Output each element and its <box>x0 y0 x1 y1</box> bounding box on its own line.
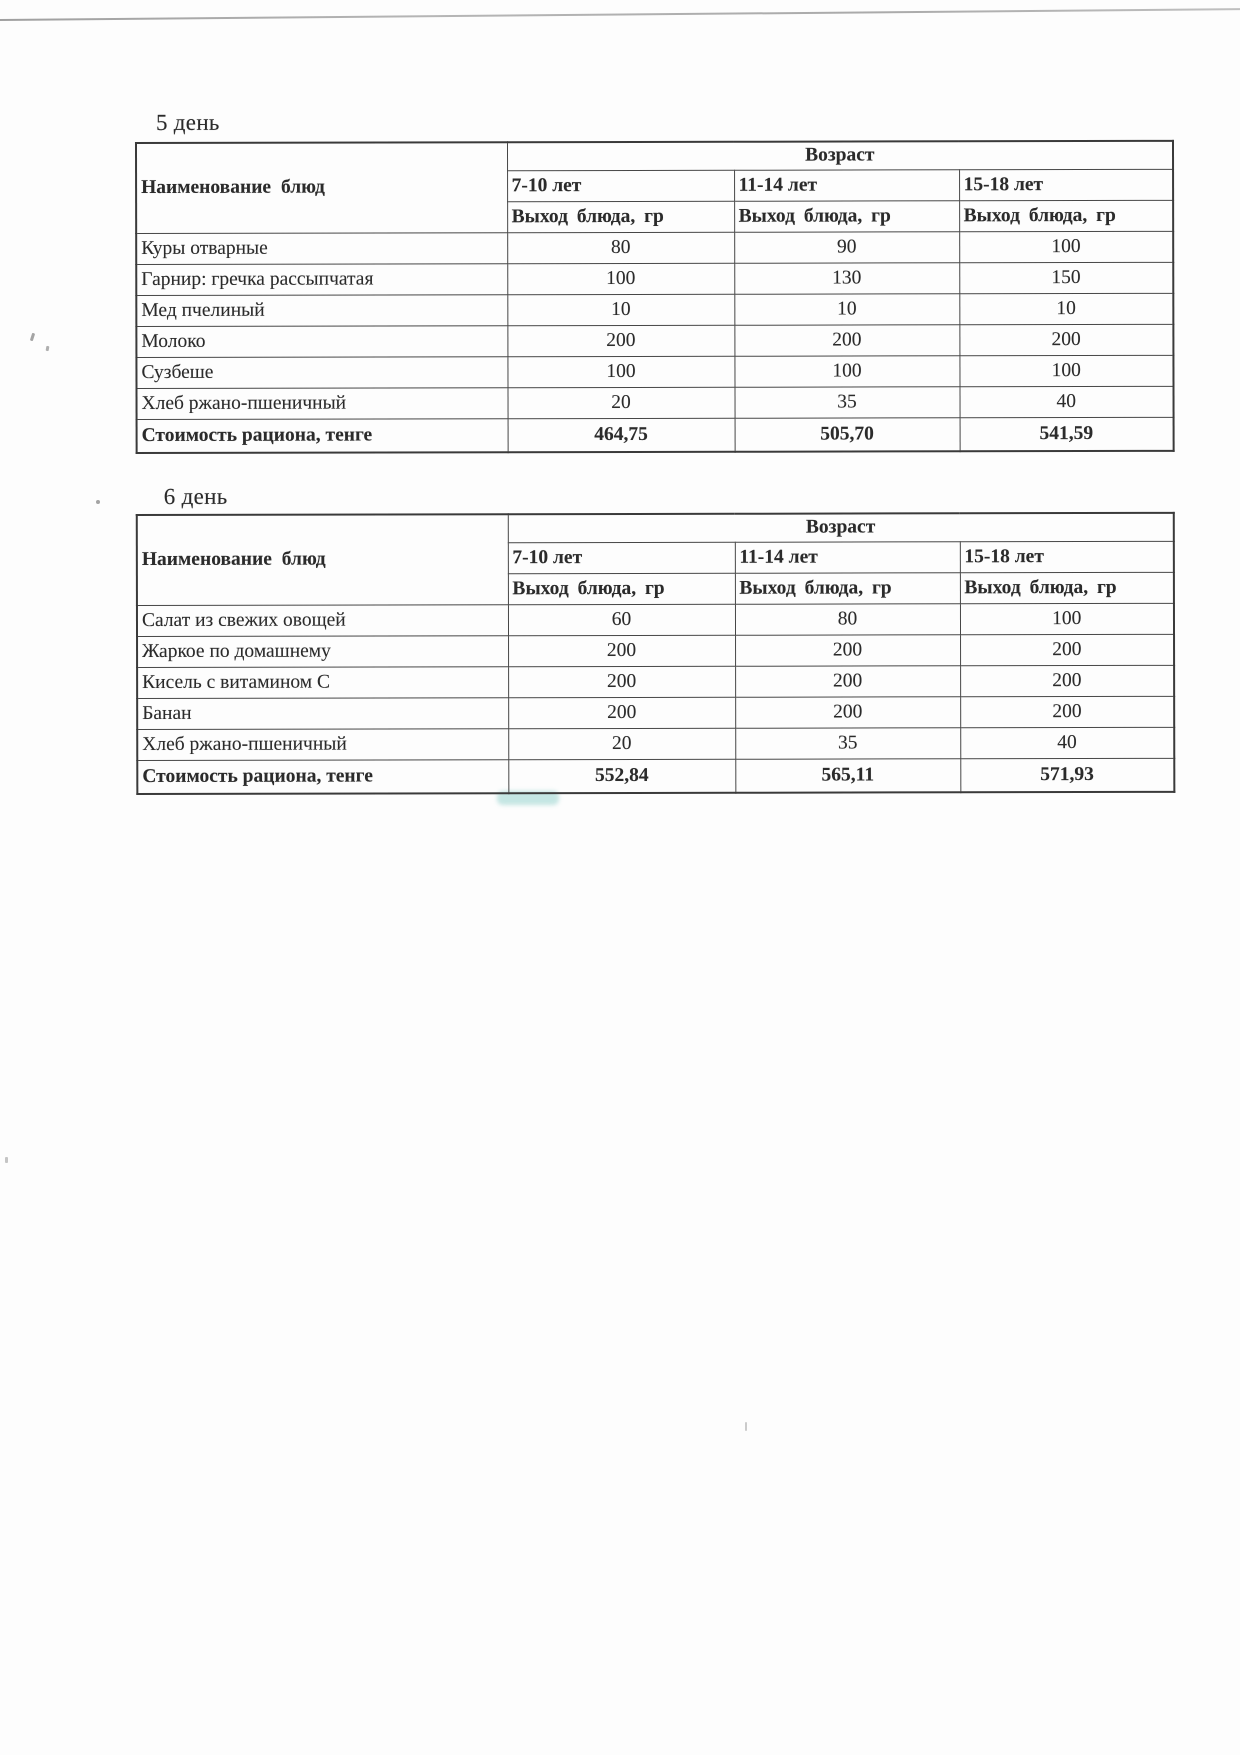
age-title-cell: Возраст <box>507 141 1173 171</box>
age-group-cell: 15-18 лет <box>960 541 1174 572</box>
portion-value-cell: 10 <box>734 294 959 325</box>
portion-value-cell: 130 <box>734 263 959 294</box>
total-value-cell: 541,59 <box>960 417 1174 451</box>
total-value-cell: 552,84 <box>508 759 735 793</box>
table-row <box>136 386 1173 419</box>
output-header-cell: Выход блюда, гр <box>507 201 734 232</box>
age-group-cell: 15-18 лет <box>959 169 1173 200</box>
dish-name-cell: Хлеб ржано-пшеничный <box>136 388 507 420</box>
table-row <box>136 355 1173 388</box>
table-row <box>137 665 1174 698</box>
total-value-cell: 505,70 <box>735 418 960 452</box>
table-total-row <box>137 758 1174 794</box>
portion-value-cell: 100 <box>959 355 1173 386</box>
table-row <box>136 231 1173 264</box>
portion-value-cell: 100 <box>507 356 734 387</box>
pencil-dot-artifact <box>5 1157 8 1163</box>
portion-value-cell: 40 <box>960 727 1174 758</box>
day5-title: 5 день <box>155 109 220 135</box>
portion-value-cell: 35 <box>735 728 960 759</box>
pencil-mark-artifact <box>745 1422 747 1431</box>
age-group-cell: 7-10 лет <box>508 542 735 573</box>
table-row <box>137 513 1174 544</box>
table-row <box>137 603 1174 636</box>
name-column-header: Наименование блюд <box>136 142 507 233</box>
age-group-cell: 7-10 лет <box>507 170 734 201</box>
portion-value-cell: 10 <box>507 294 734 325</box>
day5-menu-table <box>135 140 1175 454</box>
portion-value-cell: 200 <box>508 635 735 666</box>
total-label-cell: Стоимость рациона, тенге <box>137 419 508 453</box>
table-row <box>137 634 1174 667</box>
dish-name-cell: Гарнир: гречка рассыпчатая <box>136 264 507 296</box>
portion-value-cell: 90 <box>734 232 959 263</box>
portion-value-cell: 40 <box>959 386 1173 417</box>
dish-name-cell: Хлеб ржано-пшеничный <box>137 729 508 761</box>
day6-menu-table <box>136 512 1176 795</box>
total-value-cell: 571,93 <box>960 758 1174 792</box>
portion-value-cell: 200 <box>959 324 1173 355</box>
portion-value-cell: 200 <box>734 325 959 356</box>
dish-name-cell: Банан <box>137 698 508 730</box>
portion-value-cell: 200 <box>960 665 1174 696</box>
age-group-cell: 11-14 лет <box>734 170 959 201</box>
table-row <box>136 324 1173 357</box>
portion-value-cell: 200 <box>735 666 960 697</box>
dish-name-cell: Куры отварные <box>136 233 507 265</box>
dish-name-cell: Молоко <box>136 326 507 358</box>
table-row <box>136 141 1173 172</box>
dish-name-cell: Сузбеше <box>136 357 507 389</box>
portion-value-cell: 200 <box>508 666 735 697</box>
portion-value-cell: 200 <box>960 634 1174 665</box>
output-header-cell: Выход блюда, гр <box>735 573 960 604</box>
table-row <box>137 696 1174 729</box>
portion-value-cell: 100 <box>507 263 734 294</box>
table-row <box>136 293 1173 326</box>
portion-value-cell: 200 <box>960 696 1174 727</box>
table-total-row <box>137 417 1174 453</box>
portion-value-cell: 35 <box>734 387 959 418</box>
output-header-cell: Выход блюда, гр <box>960 572 1174 603</box>
name-column-header: Наименование блюд <box>137 514 508 605</box>
portion-value-cell: 20 <box>507 387 734 418</box>
portion-value-cell: 200 <box>735 697 960 728</box>
portion-value-cell: 200 <box>735 635 960 666</box>
portion-value-cell: 200 <box>507 325 734 356</box>
table-row <box>136 262 1173 295</box>
table-row <box>137 727 1174 760</box>
age-title-cell: Возраст <box>508 513 1174 543</box>
portion-value-cell: 100 <box>734 356 959 387</box>
output-header-cell: Выход блюда, гр <box>734 201 959 232</box>
portion-value-cell: 150 <box>959 262 1173 293</box>
dish-name-cell: Жаркое по домашнему <box>137 636 508 668</box>
dish-name-cell: Салат из свежих овощей <box>137 605 508 637</box>
portion-value-cell: 20 <box>508 728 735 759</box>
portion-value-cell: 60 <box>508 604 735 635</box>
portion-value-cell: 200 <box>508 697 735 728</box>
dish-name-cell: Кисель с витамином С <box>137 667 508 699</box>
dish-name-cell: Мед пчелиный <box>136 295 507 327</box>
portion-value-cell: 100 <box>960 603 1174 634</box>
output-header-cell: Выход блюда, гр <box>959 200 1173 231</box>
output-header-cell: Выход блюда, гр <box>508 573 735 604</box>
portion-value-cell: 100 <box>959 231 1173 262</box>
total-label-cell: Стоимость рациона, тенге <box>137 760 508 794</box>
age-group-cell: 11-14 лет <box>735 542 960 573</box>
day6-title: 6 день <box>163 483 228 509</box>
portion-value-cell: 80 <box>507 232 734 263</box>
total-value-cell: 565,11 <box>735 759 960 793</box>
portion-value-cell: 10 <box>959 293 1173 324</box>
total-value-cell: 464,75 <box>508 418 735 452</box>
portion-value-cell: 80 <box>735 604 960 635</box>
